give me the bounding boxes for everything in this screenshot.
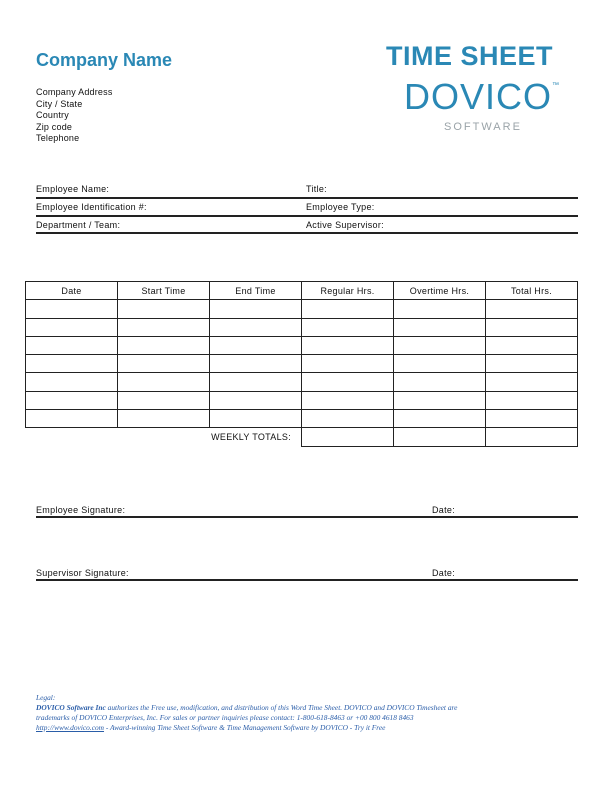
table-header-row [26,282,578,300]
address-line: Telephone [36,133,80,143]
table-cell[interactable] [118,410,210,428]
table-cell[interactable] [210,318,302,336]
table-cell[interactable] [486,373,578,391]
table-cell[interactable] [394,300,486,318]
weekly-totals-row [26,428,578,446]
table-cell[interactable] [26,410,118,428]
employee-id-row [36,199,578,215]
supervisor-signature-label: Supervisor Signature: [36,568,129,578]
table-cell[interactable] [210,336,302,354]
table-cell[interactable] [210,391,302,409]
table-row [26,410,578,428]
employee-id-label: Employee Identification #: [36,202,147,212]
date-label: Date: [432,505,456,515]
table-cell[interactable] [26,391,118,409]
table-cell[interactable] [486,391,578,409]
column-header: Start Time [118,282,210,300]
total-overtime-cell[interactable] [394,428,486,446]
table-cell[interactable] [26,373,118,391]
table-cell[interactable] [302,373,394,391]
table-cell[interactable] [394,318,486,336]
weekly-totals-label: WEEKLY TOTALS: [211,432,291,443]
table-cell[interactable] [26,336,118,354]
department-label: Department / Team: [36,220,121,230]
column-header: Regular Hrs. [302,282,394,300]
total-regular-cell[interactable] [302,428,394,446]
table-cell[interactable] [210,300,302,318]
table-row [26,300,578,318]
table-cell[interactable] [118,318,210,336]
column-header: Overtime Hrs. [394,282,486,300]
signature-line[interactable] [36,516,578,518]
table-row [26,373,578,391]
column-header: Total Hrs. [486,282,578,300]
table-cell[interactable] [118,373,210,391]
table-cell[interactable] [118,391,210,409]
table-row [26,318,578,336]
address-line: Company Address [36,87,113,97]
table-cell[interactable] [302,318,394,336]
table-row [26,391,578,409]
document-title: TIME SHEET [386,41,554,71]
total-hours-cell[interactable] [486,428,578,446]
legal-heading: Legal: [36,693,56,702]
signature-line[interactable] [36,579,578,581]
address-line: Zip code [36,121,73,132]
table-cell[interactable] [394,391,486,409]
table-cell[interactable] [302,300,394,318]
table-cell[interactable] [26,355,118,373]
table-cell[interactable] [394,355,486,373]
employee-type-label: Employee Type: [306,202,375,212]
legal-notice [36,693,576,733]
table-cell[interactable] [486,318,578,336]
employee-name-label: Employee Name: [36,184,110,194]
table-cell[interactable] [26,318,118,336]
table-cell[interactable] [118,355,210,373]
table-row [26,336,578,354]
department-row [36,217,578,233]
address-line: City / State [36,98,83,109]
table-cell[interactable] [486,410,578,428]
supervisor-label: Active Supervisor: [306,220,384,230]
dovico-logo [404,76,574,136]
table-cell[interactable] [26,300,118,318]
table-cell[interactable] [486,355,578,373]
legal-text: trademarks of DOVICO Enterprises, Inc. For sales or partner inquiries please contact: 1-800-618-8463 or +00 800 4618 8463 [36,713,414,722]
legal-text: - Award-winning Time Sheet Software & Time Management Software by DOVICO - Try it Free [104,723,386,732]
field-rule [36,232,578,234]
table-cell[interactable] [302,391,394,409]
table-cell[interactable] [210,410,302,428]
column-header: End Time [210,282,302,300]
logo-trademark: ™ [552,82,560,89]
timesheet-table [25,281,578,447]
column-header: Date [26,282,118,300]
legal-brand: DOVICO Software Inc [36,703,106,712]
dovico-link[interactable]: http://www.dovico.com [36,723,105,732]
address-line: Country [36,110,69,120]
company-address-block [36,87,113,145]
table-cell[interactable] [486,300,578,318]
table-cell[interactable] [118,336,210,354]
table-cell[interactable] [302,355,394,373]
table-cell[interactable] [486,336,578,354]
employee-signature-label: Employee Signature: [36,505,126,515]
company-name: Company Name [36,50,173,70]
legal-text: authorizes the Free use, modification, and distribution of this Word Time Sheet. DOVICO and DOVICO Timesheet are [105,703,458,712]
table-cell[interactable] [394,373,486,391]
title-label: Title: [306,184,327,194]
table-cell[interactable] [302,336,394,354]
table-cell[interactable] [210,373,302,391]
table-cell[interactable] [394,410,486,428]
table-cell[interactable] [394,336,486,354]
table-cell[interactable] [210,355,302,373]
employee-name-row [36,181,578,197]
logo-word: DOVICO [404,76,553,117]
logo-subtitle: SOFTWARE [444,121,522,133]
table-cell[interactable] [118,300,210,318]
date-label: Date: [432,568,456,578]
table-cell[interactable] [302,410,394,428]
table-row [26,355,578,373]
